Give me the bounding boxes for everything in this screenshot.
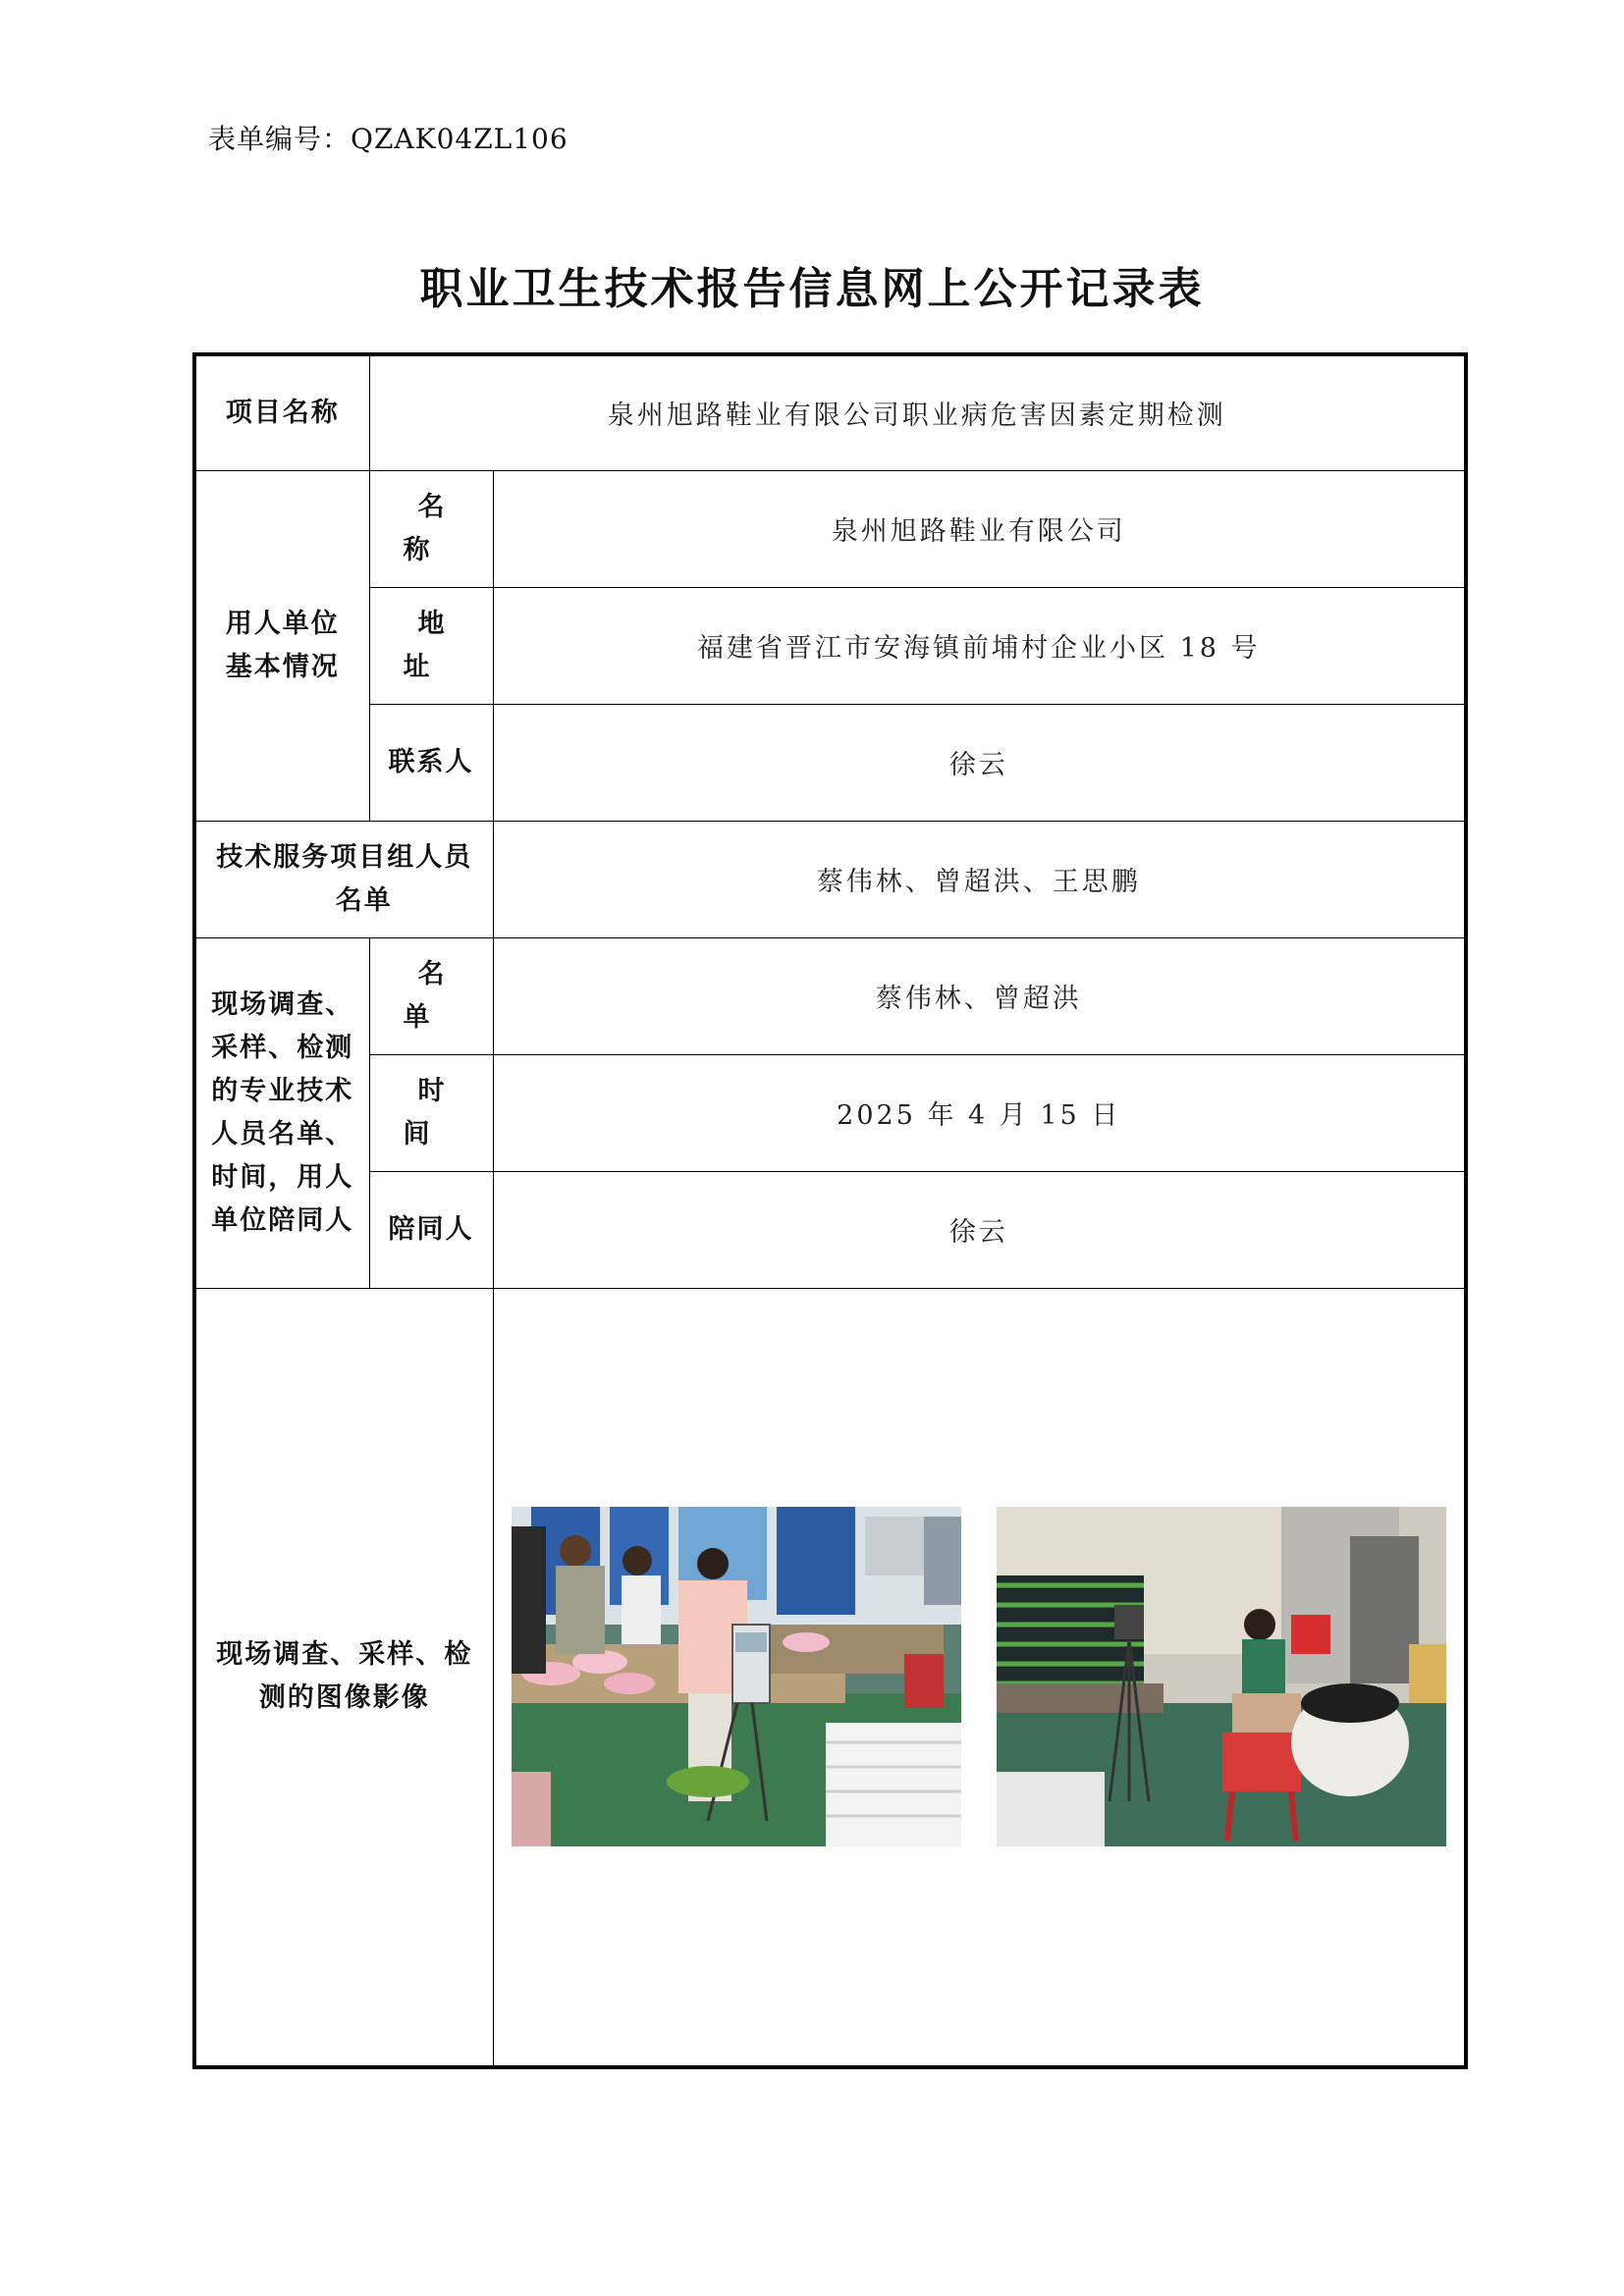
contact-label: 联系人: [369, 704, 493, 821]
row-survey-time: [194, 1054, 1466, 1171]
survey-names-value: 蔡伟林、曾超洪: [493, 937, 1466, 1054]
survey-label-line: 现场调查、: [211, 988, 354, 1020]
images-label: [194, 1288, 493, 2067]
team-label-line2: 名单: [335, 884, 393, 916]
images-label-line1: 现场调查、采样、检: [216, 1639, 473, 1671]
form-code-value: QZAK04ZL106: [351, 123, 568, 155]
project-value: 泉州旭路鞋业有限公司职业病危害因素定期检测: [369, 354, 1466, 470]
team-value: 蔡伟林、曾超洪、王思鹏: [493, 821, 1466, 937]
survey-time-value: 2025 年 4 月 15 日: [493, 1054, 1466, 1171]
address-label: 地 址: [369, 587, 493, 704]
photo-gallery: [512, 1507, 1446, 1846]
survey-escort-label: 陪同人: [369, 1171, 493, 1288]
employer-label-line1: 用人单位: [225, 608, 340, 639]
employer-contact-value: 徐云: [493, 704, 1466, 821]
images-cell: [493, 1288, 1466, 2067]
survey-label-line: 采样、检测: [211, 1032, 354, 1063]
row-employer-address: [194, 587, 1466, 704]
survey-label-line: 的专业技术: [211, 1075, 354, 1106]
record-table: [192, 352, 1468, 2069]
workshop-sampling-photo-1: [512, 1507, 961, 1846]
survey-names-label: 名 单: [369, 937, 493, 1054]
employer-label: [194, 470, 369, 821]
employer-name-value: 泉州旭路鞋业有限公司: [493, 470, 1466, 587]
row-employer-contact: [194, 704, 1466, 821]
name-label: 名 称: [369, 470, 493, 587]
survey-time-label: 时 间: [369, 1054, 493, 1171]
employer-address-value: 福建省晋江市安海镇前埔村企业小区 18 号: [493, 587, 1466, 704]
page-title: 职业卫生技术报告信息网上公开记录表: [419, 264, 1205, 314]
row-team: [194, 821, 1466, 937]
survey-label-line: 人员名单、: [211, 1118, 354, 1149]
form-code: [208, 118, 568, 157]
form-code-label: 表单编号：: [208, 123, 352, 155]
survey-escort-value: 徐云: [493, 1171, 1466, 1288]
project-label: 项目名称: [194, 354, 369, 470]
images-label-line2: 测的图像影像: [258, 1682, 430, 1714]
row-employer-name: [194, 470, 1466, 587]
employer-label-line2: 基本情况: [225, 651, 340, 682]
row-survey-names: [194, 937, 1466, 1054]
team-label-line1: 技术服务项目组人员: [216, 841, 473, 873]
row-images: [194, 1288, 1466, 2067]
row-survey-escort: [194, 1171, 1466, 1288]
workshop-sampling-photo-2: [997, 1507, 1446, 1846]
survey-label-line: 单位陪同人: [211, 1204, 354, 1236]
team-label: [194, 821, 493, 937]
survey-label: [194, 937, 369, 1288]
survey-label-line: 时间，用人: [211, 1161, 354, 1193]
row-project: [194, 354, 1466, 470]
